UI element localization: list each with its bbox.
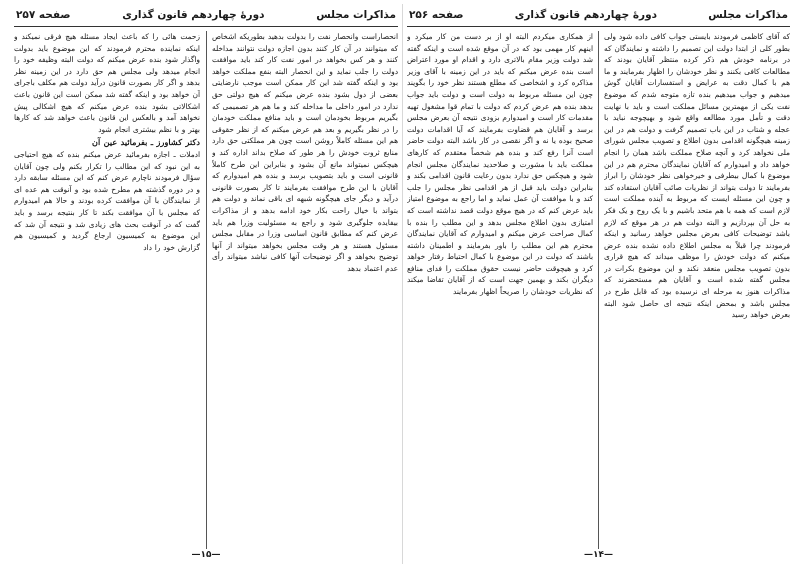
- session-title: دورهٔ چهاردهم قانون گذاری: [122, 9, 265, 21]
- column-right: [212, 31, 398, 549]
- page-footer-number: —۱۴—: [584, 550, 613, 560]
- paragraph: انحصاراست وانحصار نفت را بدولت بدهید بطوریکه اشخاص که میتوانند در آن کار کنند بدون اجازه دولت نتوانند مداخله کنند و هر کس بخواهد در امور نفت کار کند باید موافقت دولت را جلب نماید و این انحصار البته بنفع مملکت خواهد بود و اینکه گفته شد این کار ممکن است موجب نارضایتی بعضی از دول بشود بنده عرض میکنم که هیچ دولتی حق ندارد در امور داخلی ما مداخله کند و ما هم هر تصمیمی که بگیریم مربوط بخودمان است و باید منافع مملکت خودمان را در نظر بگیریم و بعد هم عرض میکنم که از نظر حقوقی هم این مسئله کاملاً روشن است چون هر مملکتی حق دارد منابع ثروت خودش را هر طور که صلاح بداند اداره کند و هیچکس نمیتواند مانع آن بشود و بنابراین این طرح کاملاً قانونی است و باید بتصویب برسد و بنده هم امیدوارم که آقایان با این طرح موافقت بفرمایند تا کار بصورت قانونی درآید و دیگر جای هیچگونه شبهه ای باقی نماند و دولت هم بتواند با خیال راحت بکار خود ادامه بدهد و از مذاکرات بیفایده جلوگیری شود و راجع به مسئولیت وزرا هم باید عرض کنم که مطابق قانون اساسی وزرا در مقابل مجلس مسئول هستند و هر وقت مجلس بخواهد میتواند از آنها توضیح بخواهد و اگر توضیحات آنها کافی نباشد میتواند رأی عدم اعتماد بدهد: [212, 32, 398, 273]
- text-columns: [407, 31, 790, 549]
- paragraph: زحمت هائی را که باعث ایجاد مسئله هیچ فرقی نمیکند و اینکه نماینده محترم فرمودند که این موضوع باید بدولت واگذار شود بنده عرض میکنم که دولت البته وظیفه خود را انجام میدهد ولی مجلس هم حق دارد در این زمینه نظر بدهد و اگر کار بصورت قانون درآید دولت هم مکلف باجرای آن خواهد بود و اینکه گفته شد ممکن است این قانون باعث اشکالاتی بشود بنده عرض میکنم که هیچ اشکالی پیش نخواهد آمد و بالعکس این قانون باعث خواهد شد که کارها بهتر و با نظم بیشتری انجام شود: [14, 32, 200, 134]
- paragraph: ادملات ـ اجازه بفرمائید عرض میکنم بنده که هیچ احتیاجی به این نبود که این مطالب را تکرار بکنم ولی چون آقایان سؤال فرمودند ناچارم عرض کنم که این مسئله سابقه دارد و در دوره گذشته هم مطرح شده بود و آنوقت هم عده ای از نمایندگان با آن موافقت کرده بودند و حالا هم امیدوارم که مجلس با آن موافقت بکند تا کار بنتیجه برسد و باید گفت که در آنوقت بحث های زیادی شد و نتیجه آن شد که این موضوع به کمیسیون ارجاع گردید و کمیسیون هم گزارش خود را داد: [14, 149, 200, 252]
- text-columns: [14, 31, 398, 549]
- book-title: مذاکرات مجلس: [316, 9, 396, 21]
- column-right: [604, 31, 790, 549]
- column-left: [407, 31, 593, 549]
- column-left: [14, 31, 200, 549]
- page-257: [10, 4, 402, 564]
- page-header: [14, 4, 398, 27]
- page-number: صفحه ۲۵۷: [16, 9, 71, 21]
- page-footer-number: —۱۵—: [191, 550, 221, 560]
- book-title: مذاکرات مجلس: [708, 9, 788, 21]
- column-divider: [598, 31, 599, 549]
- column-divider: [206, 31, 207, 549]
- paragraph: که آقای کاظمی فرمودند بایستی جواب کافی داده شود ولی بطور کلی از ابتدا دولت این تصمیم را داشته و نمایندگان که در برنامه خودش هم ذکر کرده منتظر آقایان بودند که مطالعات کافی بکنند و نظر خودشان را اظهار بفرمایند و ما هم با کمال دقت به عرایض و استفسارات آقایان گوش میدهیم و جواب میدهیم بنده تازه متوجه شدم که موضوع نفت یکی از مهمترین مسائل مملکت است و باید با نهایت دقت و تأمل مورد مطالعه واقع شود و بهیچوجه نباید با عجله و شتاب در این باب تصمیم گرفت و دولت هم در این زمینه هیچگونه اقدامی بدون اطلاع و تصویب مجلس شورای ملی نخواهد کرد و آنچه صلاح مملکت باشد همان را انجام خواهد داد و امیدوارم که آقایان نمایندگان محترم هم در این موضوع با کمال بیطرفی و خیرخواهی نظر خودشان را ابراز بفرمایند تا دولت بتواند از نظریات صائب آقایان استفاده کند و چون این مسئله ایست که مربوط به آینده مملکت است لازم است که همه با هم متحد باشیم و با یک روح و یک فکر به حل آن بپردازیم و البته دولت هم در هر موقع که لازم باشد توضیحات کافی بعرض مجلس خواهد رسانید و اینکه فرمودند چرا قبلاً به مجلس اطلاع داده نشده بنده عرض میکنم که دولت خودش را موظف میداند که هیچ قراری بدون تصویب مجلس منعقد نکند و این موضوع بکرات در مجلس گفته شده است و آقایان هم مستحضرند که مذاکرات هنوز به مرحله ای نرسیده بود که قابل طرح در مجلس باشد و بمحض اینکه نتیجه ای حاصل شود البته بعرض خواهد رسید: [604, 32, 790, 320]
- paragraph: از همکاری میکردم البته او از بر دست من کار میکرد و اینهم کار مهمی بود که در آن موقع شده است و اینکه گفته شد دولت وزیر مقام بالاتری دارد و اقدام او مورد اعتراض است بنده عرض میکنم که باید در این زمینه با آقای وزیر مذاکره کرد و اشخاصی که مطلع هستند نظر خود را بگویند چون این مسئله مربوط به دولت است و دولت باید جواب بدهد بنده هم عرض کردم که دولت با تمام قوا مشغول تهیه مقدمات کار است و امیدوارم بزودی نتیجه آن بعرض مجلس برسد و آقایان هم قضاوت بفرمایند که آیا اقدامات دولت صحیح بوده یا نه و اگر نقصی در کار باشد البته دولت حاضر است آنرا رفع کند و بنده هم شخصاً معتقدم که کارهای مملکت باید با مشورت و صلاحدید نمایندگان مجلس انجام شود و هیچکس حق ندارد بدون رعایت قانون اقدامی بکند و بنابراین دولت باید قبل از هر اقدامی نظر مجلس را جلب کند و با موافقت آن عمل نماید و اما راجع به موضوع امتیاز باید عرض کنم که در هیچ موقع دولت قصد نداشته است که امتیازی بدون اطلاع مجلس بدهد و این مطلب را بنده با کمال صراحت عرض میکنم و امیدوارم که آقایان نمایندگان محترم هم این مطلب را باور بفرمایند و اطمینان داشته باشند که دولت در این موضوع با کمال احتیاط رفتار خواهد کرد و هیچوقت حاضر نیست حقوق مملکت را فدای منافع دیگران بکند و بهمین جهت است که از آقایان تقاضا میکند که نظریات خودشان را صریحاً اظهار بفرمایند: [407, 32, 593, 297]
- speaker-heading: دکتر کشاورز ـ بفرمائید عین آن: [92, 137, 200, 148]
- page-header: [407, 4, 790, 27]
- page-256: [402, 4, 794, 564]
- page-number: صفحه ۲۵۶: [409, 9, 464, 21]
- session-title: دورهٔ چهاردهم قانون گذاری: [514, 9, 657, 21]
